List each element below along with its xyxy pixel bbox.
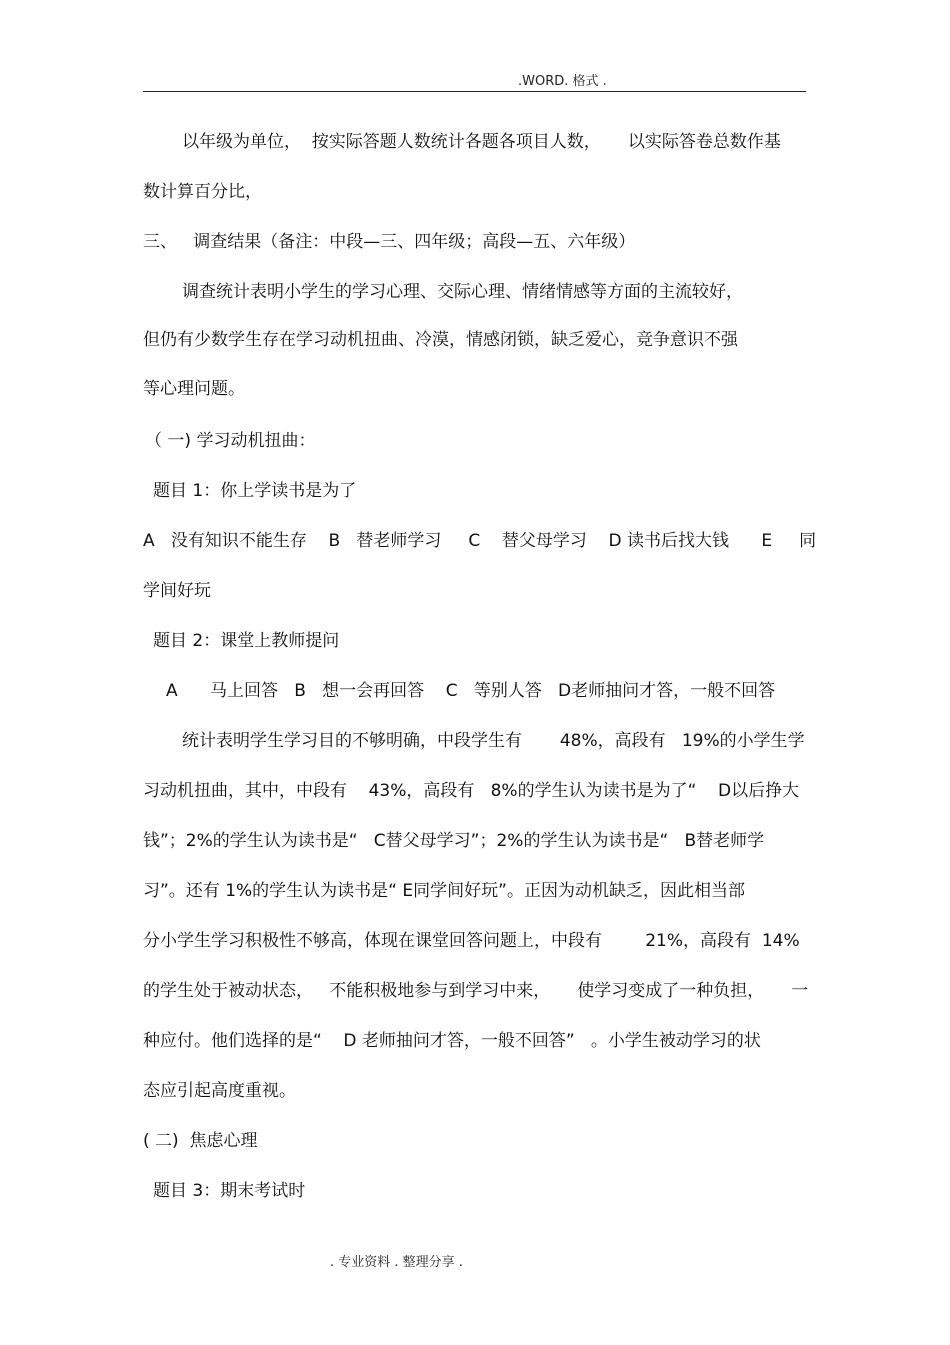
subsection-heading: （ 一) 学习动机扭曲： <box>145 431 316 451</box>
question-options: A 马上回答 B 想一会再回答 C 等别人答 D老师抽问才答，一般不回答 <box>166 681 776 701</box>
paragraph-line: 数计算百分比， <box>143 182 262 202</box>
paragraph-line: 等心理问题。 <box>143 379 245 399</box>
question-options: 学间好玩 <box>143 581 211 601</box>
question-title: 题目 3：期末考试时 <box>153 1181 306 1201</box>
paragraph-line: 态应引起高度重视。 <box>143 1081 296 1101</box>
header-rule <box>143 91 806 92</box>
paragraph-line: 但仍有少数学生存在学习动机扭曲、冷漠，情感闭锁，缺乏爱心，竞争意识不强 <box>143 330 738 350</box>
paragraph-line: 以年级为单位， 按实际答题人数统计各题各项目人数， 以实际答卷总数作基 <box>182 132 781 152</box>
page-footer: . 专业资料 . 整理分享 . <box>330 1255 463 1270</box>
subsection-heading: ( 二) 焦虑心理 <box>143 1131 258 1151</box>
question-title: 题目 1：你上学读书是为了 <box>153 481 357 501</box>
paragraph-line: 的学生处于被动状态， 不能积极地参与到学习中来， 使学习变成了一种负担， 一 <box>143 981 809 1001</box>
paragraph-line: 调查统计表明小学生的学习心理、交际心理、情绪情感等方面的主流较好， <box>182 282 743 302</box>
paragraph-line: 种应付。他们选择的是“ D 老师抽问才答，一般不回答” 。小学生被动学习的状 <box>143 1031 761 1051</box>
paragraph-line: 习动机扭曲，其中，中段有 43%，高段有 8%的学生认为读书是为了“ D以后挣大 <box>143 781 800 801</box>
section-heading: 三、 调查结果（备注：中段—三、四年级；高段—五、六年级） <box>143 232 636 252</box>
paragraph-line: 统计表明学生学习目的不够明确，中段学生有 48%，高段有 19%的小学生学 <box>182 731 805 751</box>
header-text: .WORD. 格式 . <box>518 74 607 89</box>
paragraph-line: 习”。还有 1%的学生认为读书是“ E同学间好玩”。正因为动机缺乏，因此相当部 <box>143 881 745 901</box>
paragraph-line: 分小学生学习积极性不够高，体现在课堂回答问题上，中段有 21%，高段有 14% <box>143 931 800 951</box>
question-options: A 没有知识不能生存 B 替老师学习 C 替父母学习 D 读书后找大钱 E 同 <box>143 531 817 551</box>
question-title: 题目 2：课堂上教师提问 <box>153 631 340 651</box>
paragraph-line: 钱”；2%的学生认为读书是“ C替父母学习”；2%的学生认为读书是“ B替老师学 <box>143 831 765 851</box>
